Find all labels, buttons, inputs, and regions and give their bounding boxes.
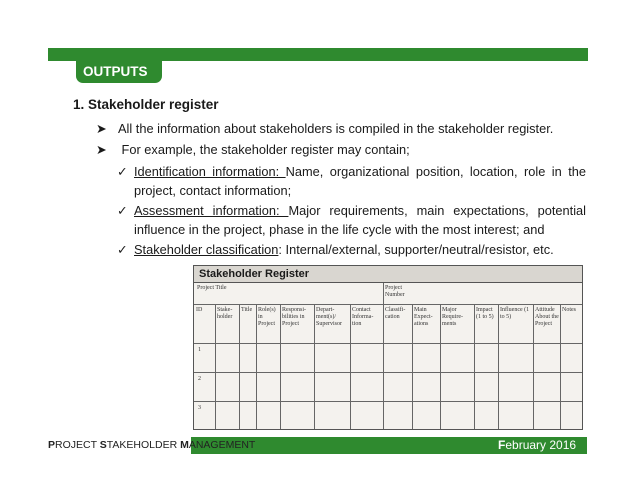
footer-word: ANAGEMENT [188, 439, 256, 451]
register-column-header: Stake-holder [217, 307, 233, 320]
arrow-bullet-icon: ➤ [96, 121, 107, 136]
check-label: Identification information: [134, 164, 286, 179]
register-column-header: Responsi-bilities in Project [282, 307, 306, 327]
footer-date [498, 439, 576, 452]
project-title-label: Project Title [197, 285, 227, 291]
stakeholder-register-table [193, 265, 583, 430]
register-column-header: Impact (1 to 5) [476, 307, 494, 320]
register-column-line [498, 304, 499, 429]
check-text [134, 201, 586, 239]
arrow-bullet-icon: ➤ [96, 142, 107, 157]
register-title: Stakeholder Register [194, 266, 582, 283]
check-text [134, 162, 586, 200]
register-row-line [194, 372, 582, 373]
checkmark-icon: ✓ [117, 242, 128, 257]
register-column-header: Major Require-ments [442, 307, 463, 327]
check-body: Name, organizational position, location, role in the project, contact information; [134, 164, 586, 198]
register-divider [194, 343, 582, 344]
register-row-id: 3 [198, 405, 201, 411]
register-column-line [215, 304, 216, 429]
bullet-text: For example, the stakeholder register may contain; [118, 142, 410, 157]
register-column-line [239, 304, 240, 429]
register-column-header: Contact Informa-tion [352, 307, 374, 327]
register-column-header: Classifi-cation [385, 307, 406, 320]
register-column-header: Role(s) in Project [258, 307, 276, 327]
register-column-header: Influence (1 to 5) [500, 307, 530, 320]
footer-word: TAKEHOLDER [106, 439, 181, 451]
check-body: Major requirements, main expectations, potential influence in the project, phase in the life cycle with the most interest; and [134, 203, 586, 237]
register-column-line [412, 304, 413, 429]
register-column-header: Title [241, 307, 253, 313]
register-divider [383, 283, 384, 304]
register-column-line [350, 304, 351, 429]
register-column-line [256, 304, 257, 429]
check-label: Stakeholder classification [134, 242, 279, 257]
footer-initial: M [180, 439, 189, 451]
check-label: Assessment information: [134, 203, 289, 218]
register-column-line [383, 304, 384, 429]
check-body: : Internal/external, supporter/neutral/resistor, etc. [278, 242, 554, 257]
register-column-line [280, 304, 281, 429]
register-column-header: Notes [562, 307, 576, 313]
register-column-header: Attitude About the Project [535, 307, 559, 327]
register-row-line [194, 401, 582, 402]
register-column-header: Depart-ment(s)/ Supervisor [316, 307, 342, 327]
content-heading: 1. Stakeholder register [73, 97, 219, 112]
register-row-id: 1 [198, 347, 201, 353]
footer-initial: S [99, 439, 107, 451]
header-accent-bar [48, 48, 588, 61]
bullet-text: All the information about stakeholders is compiled in the stakeholder register. [118, 121, 554, 136]
footer-word: ROJECT [55, 439, 100, 451]
check-text [134, 240, 586, 259]
register-column-header: Main Expect-ations [414, 307, 433, 327]
register-column-line [314, 304, 315, 429]
register-column-line [440, 304, 441, 429]
project-number-label: Project Number [385, 285, 405, 298]
register-divider [194, 304, 582, 305]
register-column-line [533, 304, 534, 429]
register-column-line [474, 304, 475, 429]
footer-date-text: ebruary 2016 [505, 438, 577, 452]
section-title: OUTPUTS [83, 64, 148, 79]
register-row-id: 2 [198, 376, 201, 382]
checkmark-icon: ✓ [117, 164, 128, 179]
footer-course-title [48, 439, 255, 452]
footer-initial: P [48, 439, 56, 451]
register-column-line [560, 304, 561, 429]
checkmark-icon: ✓ [117, 203, 128, 218]
footer-date-initial: F [498, 438, 506, 452]
register-column-header: ID [196, 307, 203, 313]
